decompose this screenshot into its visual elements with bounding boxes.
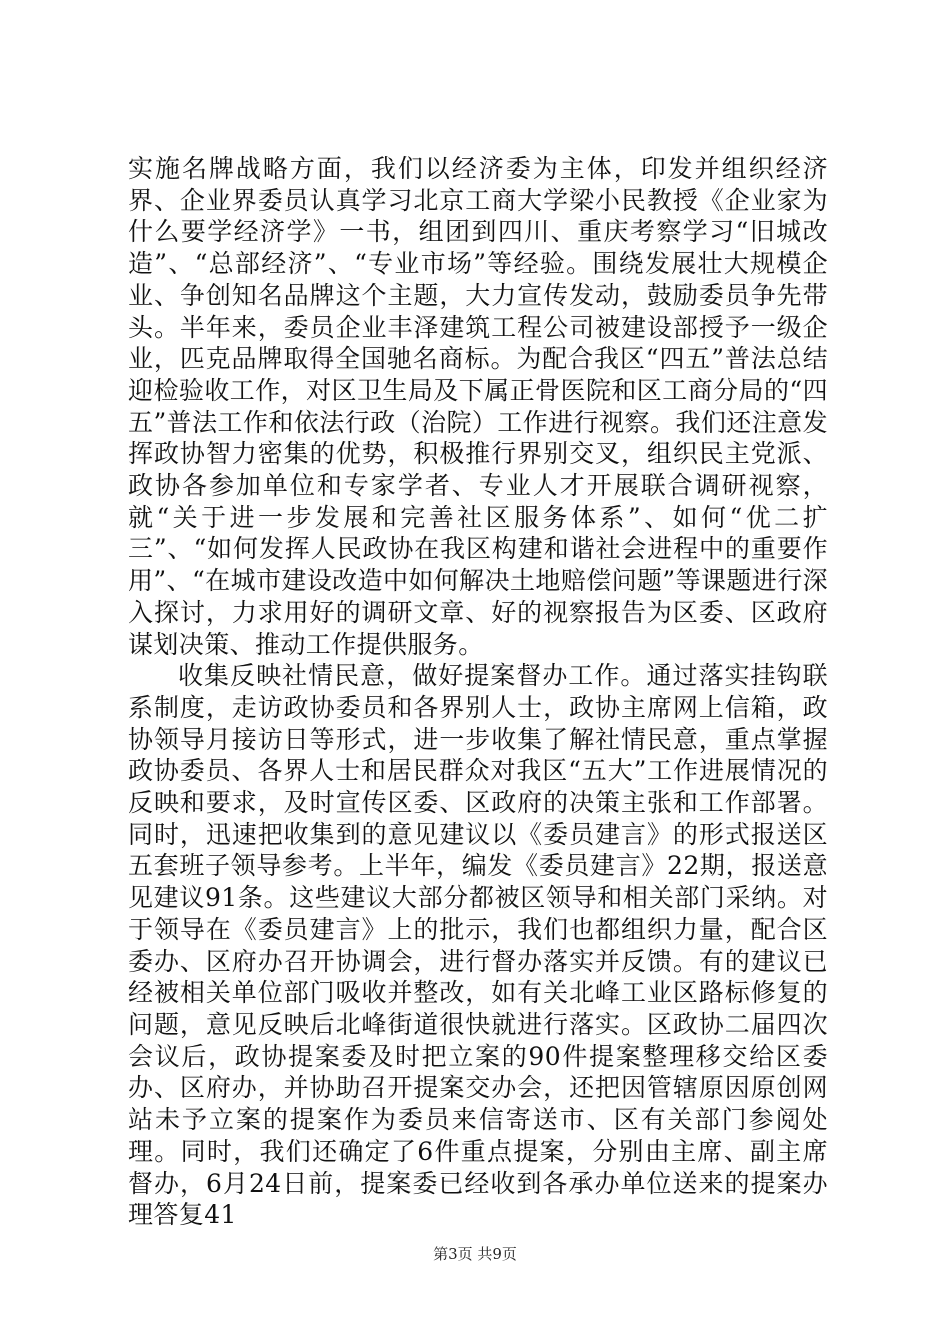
paragraph-2: 收集反映社情民意，做好提案督办工作。通过落实挂钩联系制度，走访政协委员和各界别人士，政协主席网上信箱，政协领导月接访日等形式，进一步收集了解社情民意，重点掌握政协委员、各界人士和居民群众对我区“五大”工作进展情况的反映和要求，及时宣传区委、区政府的决策主张和工作部署。同时，迅速把收集到的意见建议以《委员建言》的形式报送区五套班子领导参考。上半年，编发《委员建言》22期，报送意见建议91条。这些建议大部分都被区领导和相关部门采纳。对于领导在《委员建言》上的批示，我们也都组织力量，配合区委办、区府办召开协调会，进行督办落实并反馈。有的建议已经被相关单位部门吸收并整改，如有关北峰工业区路标修复的问题，意见反映后北峰街道很快就进行落实。区政协二届四次会议后，政协提案委及时把立案的90件提案整理移交给区委办、区府办，并协助召开提案交办会，还把因管辖原因原创网站未予立案的提案作为委员来信寄送市、区有关部门参阅处理。同时，我们还确定了6件重点提案，分别由主席、副主席督办，6月24日前，提案委已经收到各承办单位送来的提案办理答复41: [128, 661, 828, 1230]
page-number-footer: 第3页 共9页: [433, 1245, 517, 1263]
paragraph-1: 实施名牌战略方面，我们以经济委为主体，印发并组织经济界、企业界委员认真学习北京工商大学梁小民教授《企业家为什么要学经济学》一书，组团到四川、重庆考察学习“旧城改造”、“总部经济”、“专业市场”等经验。围绕发展壮大规模企业、争创知名品牌这个主题，大力宣传发动，鼓励委员争先带头。半年来，委员企业丰泽建筑工程公司被建设部授予一级企业，匹克品牌取得全国驰名商标。为配合我区“四五”普法总结迎检验收工作，对区卫生局及下属正骨医院和区工商分局的“四五”普法工作和依法行政（治院）工作进行视察。我们还注意发挥政协智力密集的优势，积极推行界别交叉，组织民主党派、政协各参加单位和专家学者、专业人才开展联合调研视察，就“关于进一步发展和完善社区服务体系”、如何“优二扩三”、“如何发挥人民政协在我区构建和谐社会进程中的重要作用”、“在城市建设改造中如何解决土地赔偿问题”等课题进行深入探讨，力求用好的调研文章、好的视察报告为区委、区政府谋划决策、推动工作提供服务。: [128, 154, 828, 659]
document-body: [128, 153, 828, 1231]
